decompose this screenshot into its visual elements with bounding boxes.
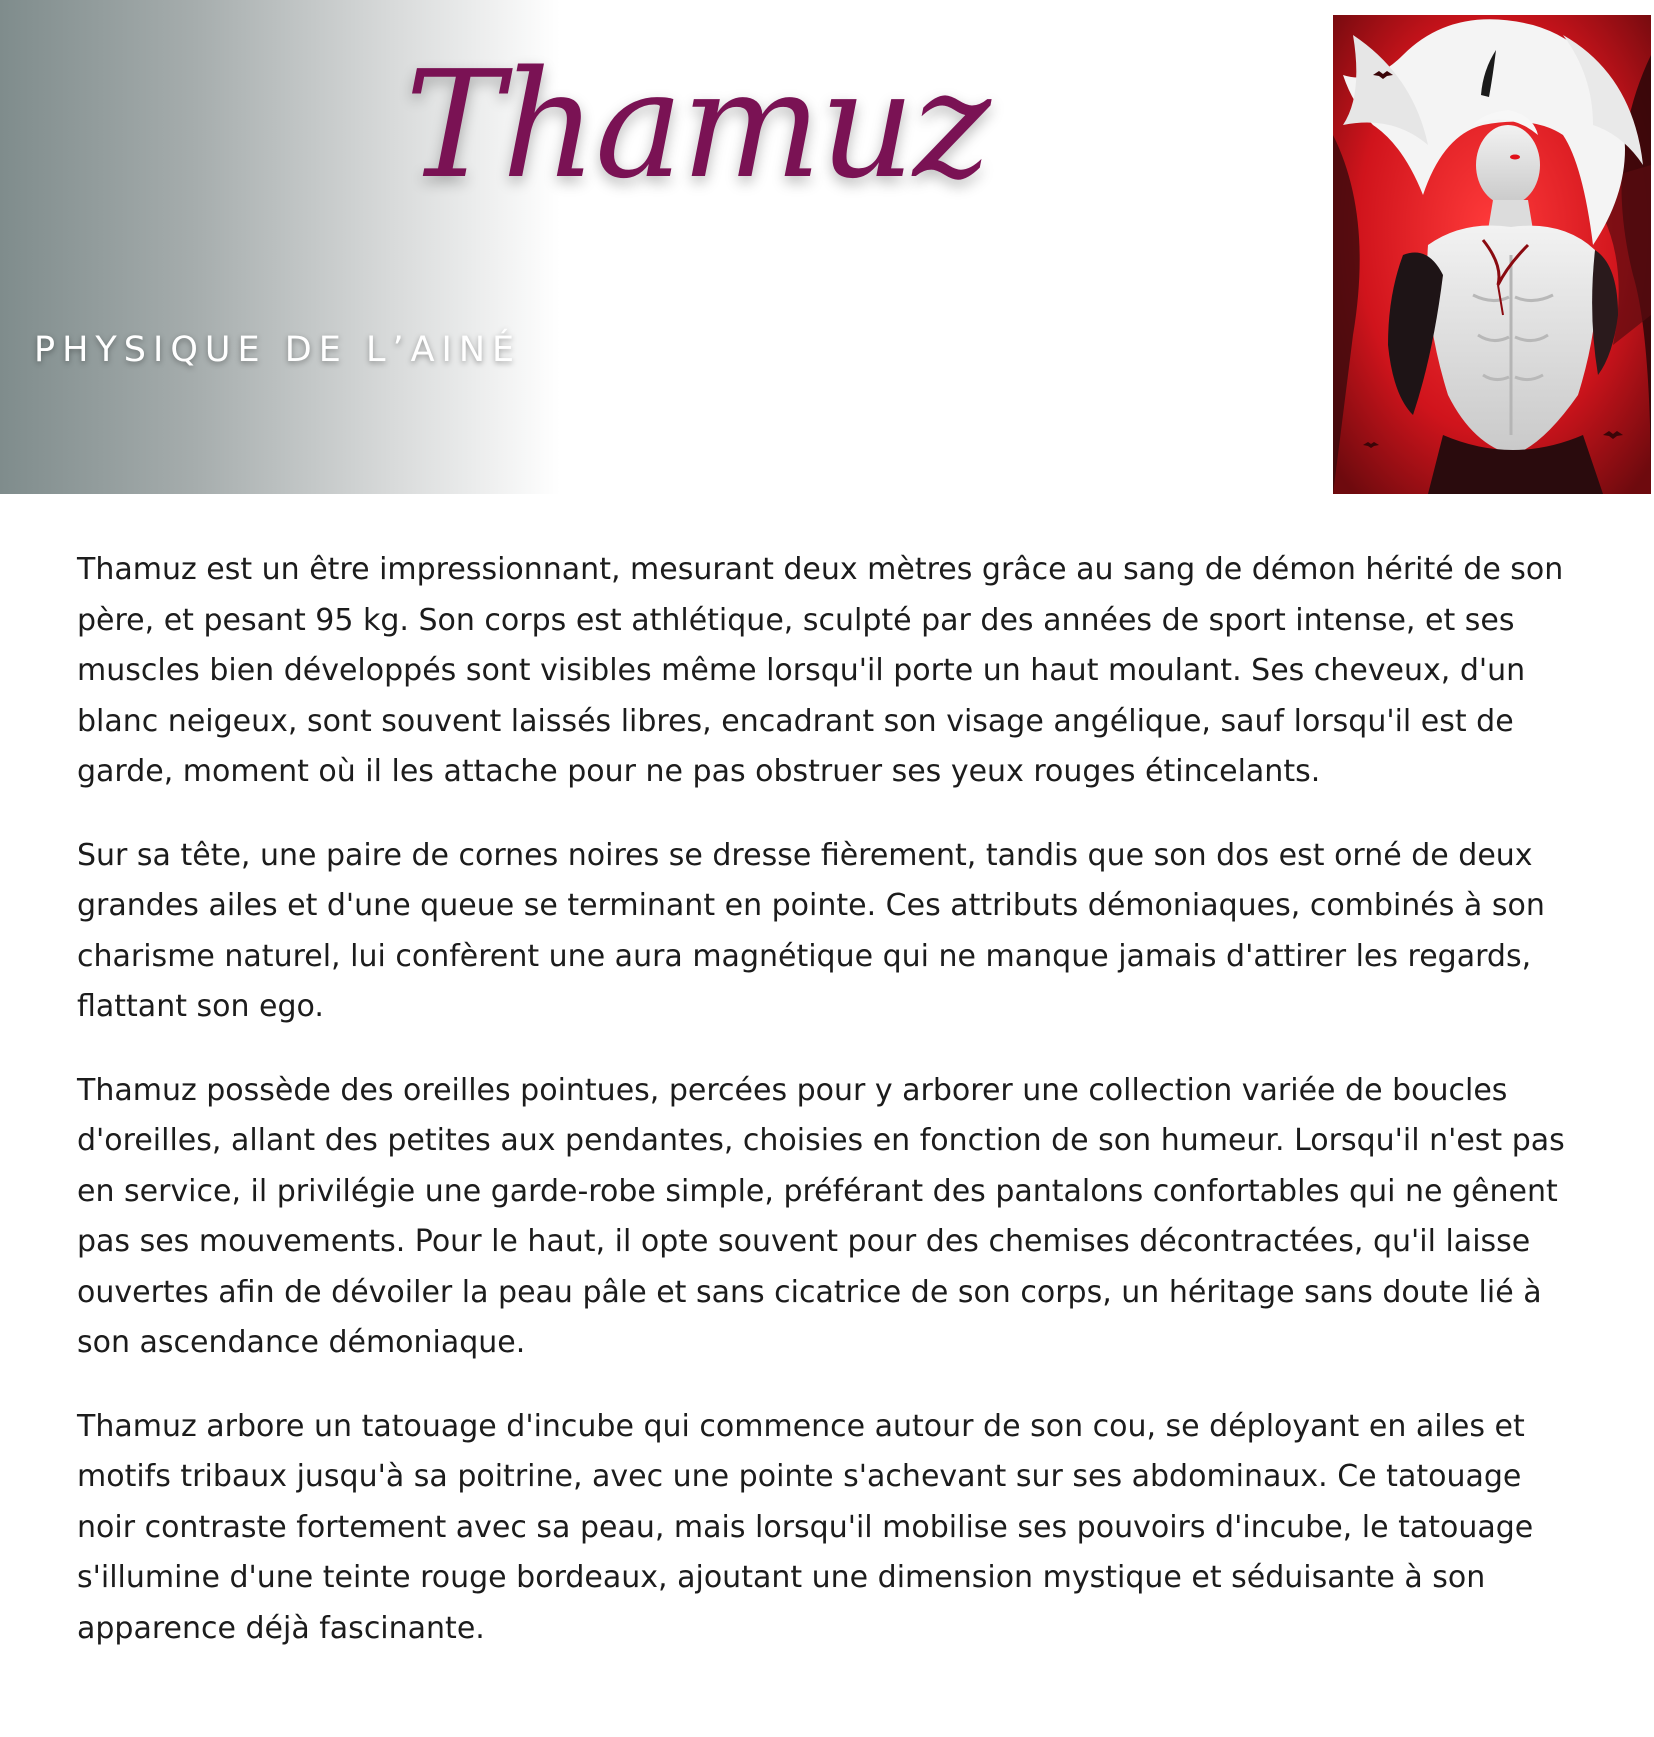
page-title: Thamuz (405, 39, 989, 211)
paragraph-height-build: Thamuz est un être impressionnant, mesurant deux mètres grâce au sang de démon hérité de son père, et pesant 95 kg. Son corps est athlétique, sculpté par des années de sport intense, et ses muscles bien développés sont visibles même lorsqu'il porte un haut moulant. Ses cheveux, d'un blanc neigeux, sont souvent laissés libres, encadrant son visage angélique, sauf lorsqu'il est de garde, moment où il les attache pour ne pas obstruer ses yeux rouges étincelants. (77, 552, 1564, 789)
character-portrait-illustration (1333, 15, 1651, 494)
description-body (77, 545, 1587, 1687)
paragraph-horns-wings: Sur sa tête, une paire de cornes noires se dresse fièrement, tandis que son dos est orné de deux grandes ailes et d'une queue se terminant en pointe. Ces attributs démoniaques, combinés à son charisme naturel, lui confèrent une aura magnétique qui ne manque jamais d'attirer les regards, flattant son ego. (77, 837, 1545, 1024)
page-header (0, 0, 1654, 494)
paragraph-tattoo: Thamuz arbore un tatouage d'incube qui commence autour de son cou, se déployant en ailes et motifs tribaux jusqu'à sa poitrine, avec une pointe s'achevant sur ses abdominaux. Ce tatouage noir contraste fortement avec sa peau, mais lorsqu'il mobilise ses pouvoirs d'incube, le tatouage s'illumine d'une teinte rouge bordeaux, ajoutant une dimension mystique et séduisante à son apparence déjà fascinante. (77, 1408, 1534, 1646)
character-portrait (1333, 15, 1651, 494)
paragraph-ears-clothing: Thamuz possède des oreilles pointues, percées pour y arborer une collection variée de boucles d'oreilles, allant des petites aux pendantes, choisies en fonction de son humeur. Lorsqu'il n'est pas en service, il privilégie une garde-robe simple, préférant des pantalons confortables qui ne gênent pas ses mouvements. Pour le haut, il opte souvent pour des chemises décontractées, qu'il laisse ouvertes afin de dévoiler la peau pâle et sans cicatrice de son corps, un héritage sans doute lié à son ascendance démoniaque. (77, 1072, 1565, 1360)
section-subtitle: PHYSIQUE DE L’AINÉ (34, 330, 522, 370)
